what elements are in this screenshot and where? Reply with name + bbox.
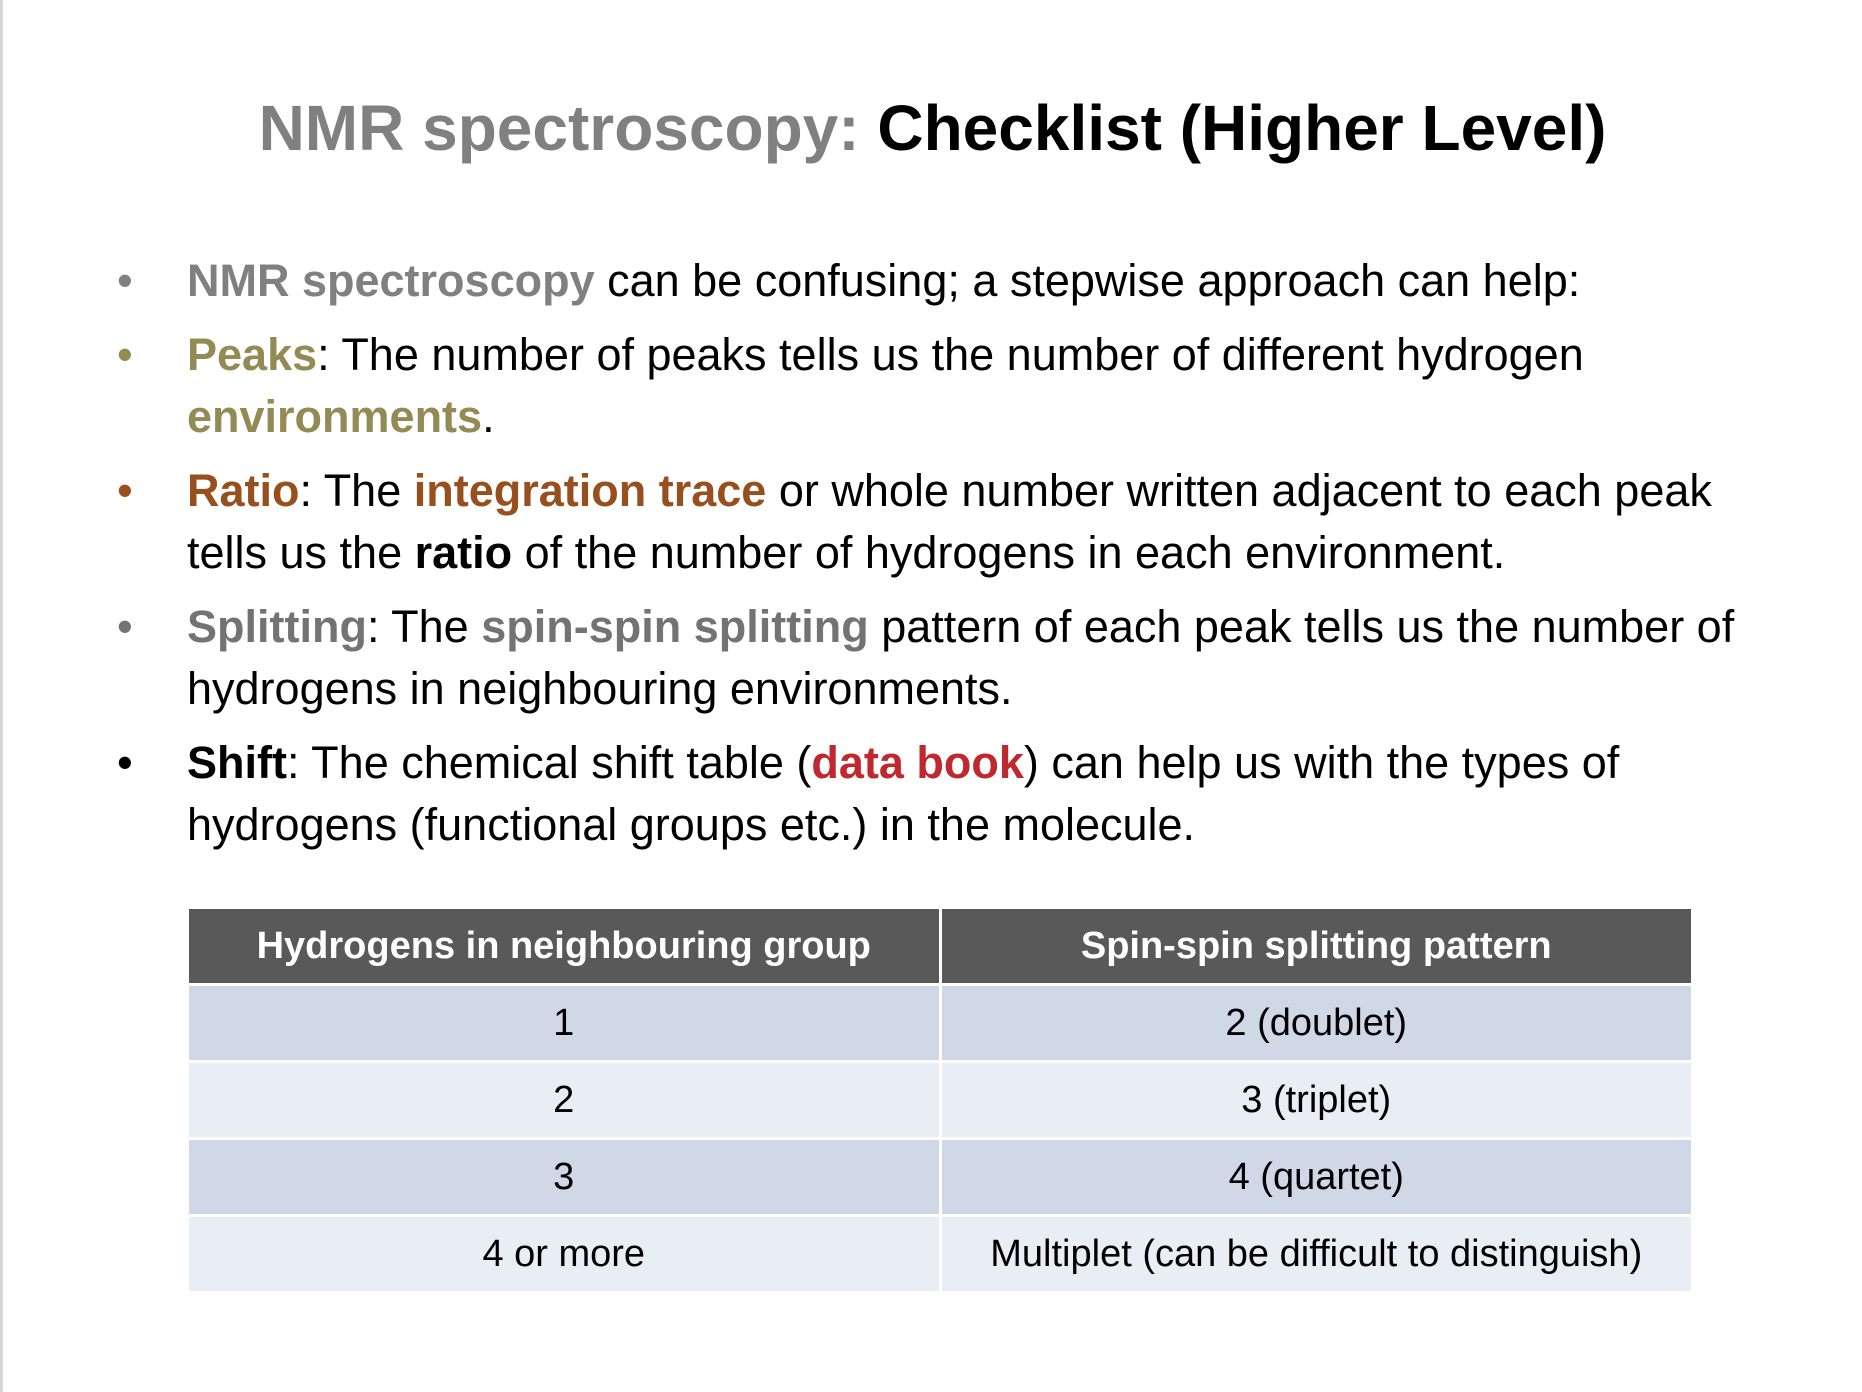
bullet-text: ) can help us with the types of hydrogens (functional groups etc.) in the molecule. bbox=[187, 737, 1620, 850]
bullet-text: or whole number written adjacent to each peak tells us the bbox=[187, 465, 1712, 578]
bullet-dot-icon: • bbox=[117, 737, 133, 788]
table-header-row bbox=[188, 908, 1693, 985]
bullet-item-splitting bbox=[113, 596, 1763, 720]
table-cell: Multiplet (can be difficult to distinguish) bbox=[940, 1216, 1693, 1293]
table-cell: 3 bbox=[188, 1139, 941, 1216]
term-peaks: Peaks bbox=[187, 329, 318, 380]
bullet-item-intro bbox=[113, 250, 1763, 312]
table-cell: 4 (quartet) bbox=[940, 1139, 1693, 1216]
bullet-dot-icon: • bbox=[117, 465, 133, 516]
title-part-1: NMR spectroscopy: bbox=[258, 92, 878, 164]
bullet-text: : The chemical shift table ( bbox=[286, 737, 812, 788]
term-environments: environments bbox=[187, 391, 483, 442]
table-cell: 4 or more bbox=[188, 1216, 941, 1293]
bullet-list bbox=[113, 250, 1763, 868]
bullet-item-ratio bbox=[113, 460, 1763, 584]
table-cell: 1 bbox=[188, 985, 941, 1062]
table-cell: 3 (triplet) bbox=[940, 1062, 1693, 1139]
bullet-item-shift bbox=[113, 732, 1763, 856]
bullet-text: : The bbox=[366, 601, 482, 652]
table-row bbox=[188, 1139, 1693, 1216]
term-ratio-bold: ratio bbox=[414, 527, 513, 578]
term-ratio: Ratio bbox=[187, 465, 300, 516]
bullet-dot-icon: • bbox=[117, 255, 133, 306]
table-row bbox=[188, 1216, 1693, 1293]
bullet-text: pattern of each peak tells us the number of hydrogens in neighbouring environments. bbox=[187, 601, 1735, 714]
bullet-dot-icon: • bbox=[117, 329, 133, 380]
term-spin-spin-splitting: spin-spin splitting bbox=[481, 601, 869, 652]
title-part-2: Checklist (Higher Level) bbox=[877, 92, 1607, 164]
splitting-table bbox=[186, 906, 1694, 1294]
bullet-text: can be confusing; a stepwise approach can help: bbox=[594, 255, 1581, 306]
term-shift: Shift bbox=[187, 737, 287, 788]
bullet-text: : The number of peaks tells us the number of different hydrogen bbox=[317, 329, 1584, 380]
term-data-book: data book bbox=[811, 737, 1024, 788]
bullet-text: : The bbox=[299, 465, 414, 516]
table-row bbox=[188, 1062, 1693, 1139]
table-cell: 2 bbox=[188, 1062, 941, 1139]
term-integration-trace: integration trace bbox=[413, 465, 767, 516]
bullet-item-peaks bbox=[113, 324, 1763, 448]
term-splitting: Splitting bbox=[187, 601, 367, 652]
header-neighbouring-hydrogens: Hydrogens in neighbouring group bbox=[188, 908, 941, 985]
table-cell: 2 (doublet) bbox=[940, 985, 1693, 1062]
bullet-text: . bbox=[482, 391, 495, 442]
bullet-text: of the number of hydrogens in each environment. bbox=[512, 527, 1506, 578]
page-title bbox=[3, 88, 1862, 168]
bullet-dot-icon: • bbox=[117, 601, 133, 652]
header-splitting-pattern: Spin-spin splitting pattern bbox=[940, 908, 1693, 985]
term-nmr-spectroscopy: NMR spectroscopy bbox=[187, 255, 595, 306]
table-row bbox=[188, 985, 1693, 1062]
